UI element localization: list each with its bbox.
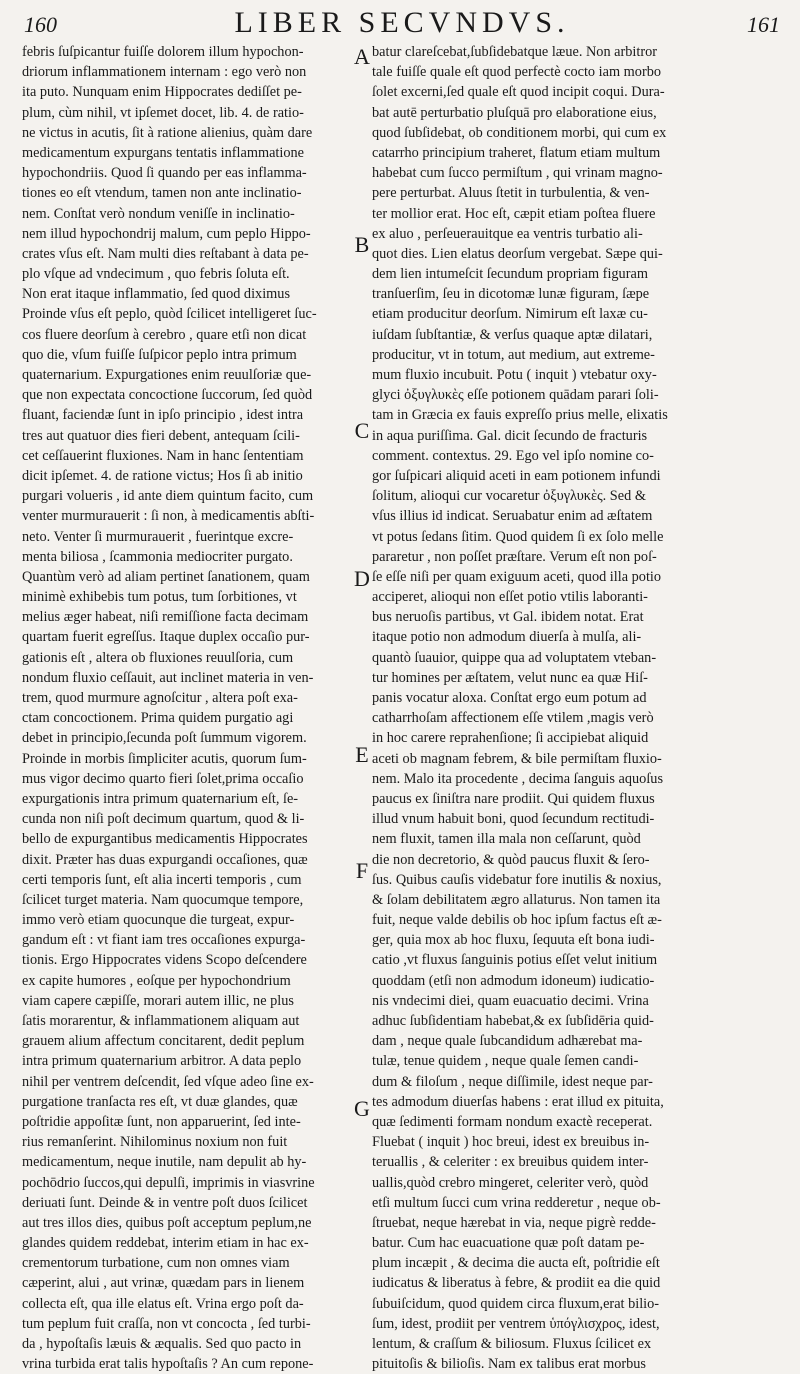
- text-line: ex capite humores , eoſque per hypochondrium: [22, 972, 291, 989]
- text-line: catio ,vt fluxus ſanguinis potius eſſet velut initium: [372, 952, 658, 969]
- text-line: acciperet, alioqui non eſſet potio vtilis laboranti-: [372, 589, 648, 606]
- text-line: bus neruoſis partibus, vt Gal. ibidem notat. Erat: [372, 609, 644, 626]
- text-line: Proinde in morbis ſimpliciter acutis, quorum ſum-: [22, 750, 307, 767]
- text-line: deriuati ſunt. Deinde & in ventre poſt duos ſcilicet: [22, 1194, 308, 1211]
- text-line: ſus. Quibus cauſis videbatur fore inutilis & noxius,: [372, 871, 662, 888]
- text-line: tur homines per æſtatem, velut nunc ea quæ Hiſ-: [372, 669, 648, 686]
- text-line: illud vnum habuit boni, quod ſecundum rectitudi-: [372, 811, 655, 828]
- text-line: uallis,quòd crebro mingeret, celeriter verò, quòd: [372, 1174, 649, 1191]
- text-line: febris ſuſpicantur fuiſſe dolorem illum hypochon-: [22, 44, 304, 60]
- text-line: cunda non niſi poſt decimum quartum, quod & li-: [22, 811, 305, 828]
- left-page-number: 160: [24, 12, 57, 37]
- text-line: ex aluo , perſeuerauitque ea ventris turbatio ali-: [372, 225, 643, 242]
- margin-letter-g: G: [354, 1096, 370, 1121]
- right-text-column: [372, 42, 704, 1374]
- text-line: dem lien intumeſcit ſecundum propriam figuram: [372, 266, 648, 283]
- text-line: cos fluere deorſum à cerebro , quare etſi non dicat: [22, 326, 307, 343]
- text-line: nem illud hypochondrij malum, cum peplo Hippo-: [22, 225, 311, 242]
- text-line: ctam concoctionem. Prima quidem purgatio agi: [22, 710, 294, 727]
- text-line: comment. contextus. 29. Ego vel ipſo nomine co-: [372, 447, 654, 464]
- margin-letter-a: A: [354, 44, 370, 69]
- text-line: pere perturbat. Aluus ſtetit in turbulentia, & ven-: [372, 185, 650, 202]
- text-line: Quantùm verò ad aliam pertinet ſanationem, quam: [22, 568, 310, 585]
- text-line: tes admodum diuerſas habens : erat illud ex pituita,: [372, 1093, 664, 1110]
- text-line: minimè exhibebis tum potus, tum ſorbitiones, vt: [22, 589, 297, 606]
- text-line: die non decretorio, & quòd paucus fluxit & ſero-: [372, 851, 650, 868]
- text-line: ne victus in acutis, ſit à ratione alienius, quàm dare: [22, 124, 313, 141]
- text-line: expurgationis intra primum quaternarium eſt, ſe-: [22, 790, 299, 807]
- text-line: pararetur , non poſſet præſtare. Verum eſt non poſ-: [372, 548, 657, 565]
- text-line: glyci ὀξυγλυκὲς eſſe potionem quādam parari ſoli-: [372, 387, 659, 404]
- text-line: ſolet excerni,ſed quale eſt quod incipit coqui. Dura-: [372, 84, 665, 101]
- text-line: tulæ, tenue quidem , neque quale ſemen candi-: [372, 1053, 639, 1070]
- text-line: quoddam (etſi non admodum idoneum) iudicatio-: [372, 972, 655, 989]
- text-line: dam , neque quale ſubcandidum adhærebat ma-: [372, 1033, 643, 1050]
- text-line: dixit. Præter has duas expurgandi occaſiones, quæ: [22, 851, 308, 868]
- text-line: vt potus ſedans ſitim. Quod quidem ſi ex ſolo melle: [372, 528, 664, 545]
- text-line: quæ ſedimenti formam nondum exactè receperat.: [372, 1113, 653, 1130]
- text-line: & ſolam debilitatem ægro allaturus. Non tamen ita: [372, 891, 661, 908]
- text-line: teruallis , & celeriter : ex breuibus quidem inter-: [372, 1154, 649, 1171]
- text-line: bat autē perturbatio pluſquā pro elaboratione eius,: [372, 104, 657, 121]
- text-line: dicit ipſemet. 4. de ratione victus; Hos ſi ab initio: [22, 467, 303, 484]
- text-line: quo die, vſum fuiſſe ſuſpicor peplo intra primum: [22, 346, 297, 363]
- text-line: pochōdrio ſuccos,qui depulſi, imprimis in viasvrine: [22, 1174, 315, 1191]
- text-line: quartam fuerit egreſſus. Itaque duplex occaſio pur-: [22, 629, 310, 646]
- text-line: glandes quidem reddebat, interim etiam in hac ex-: [22, 1235, 309, 1252]
- text-line: iudicatus & liberatus à febre, & prodiit ea die quid: [372, 1275, 661, 1292]
- text-line: que non expectata concoctione ſuccorum, ſed quòd: [22, 387, 313, 404]
- text-line: gandum eſt : vt fiant iam tres occaſiones expurga-: [22, 932, 306, 949]
- text-line: panis vocatur aloxa. Conſtat ergo eum potum ad: [372, 690, 647, 706]
- text-line: tranſuerſim, ſeu in dicotomæ lunæ figuram, ſæpe: [372, 286, 650, 303]
- text-line: grauem alium affectum concitarent, dedit peplum: [22, 1033, 305, 1050]
- text-line: fuit, neque valde debilis ob hoc ipſum factus eſt æ-: [372, 912, 662, 929]
- text-line: ger, quia mox ab hoc fluxu, ſequuta eſt bona iudi-: [372, 932, 655, 949]
- text-line: Non erat itaque inflammatio, ſed quod diximus: [22, 286, 291, 303]
- text-line: fluant, faciendæ ſunt in ipſo principio , idest intra: [22, 407, 304, 424]
- text-line: intra primum quaternarium arbitror. A data peplo: [22, 1053, 302, 1070]
- margin-letter-c: C: [354, 418, 370, 443]
- text-line: vrina turbida erat talis hypoſtaſis ? An cum repone-: [22, 1356, 314, 1373]
- text-line: plum incæpit , & decima die aucta eſt, poſtridie eſt: [372, 1255, 660, 1272]
- left-text-column: [22, 42, 354, 1374]
- text-line: driorum inflammationem internam : ego verò non: [22, 64, 307, 81]
- text-line: certi temporis ſunt, eſt alia incerti temporis , cum: [22, 871, 302, 888]
- text-line: nem. Malo ita procedente , decima ſanguis aquoſus: [372, 770, 664, 787]
- text-line: mum fluxio incubuit. Potu ( inquit ) vtebatur oxy-: [372, 367, 657, 383]
- text-line: dum & filoſum , neque diſſimile, idest neque par-: [372, 1073, 653, 1090]
- text-line: quaternarium. Expurgationes enim reuulſoriæ que-: [22, 367, 312, 383]
- text-line: pituitoſis & bilioſis. Nam ex talibus erat morbus: [372, 1356, 647, 1373]
- text-line: quod ſubſidebat, ob conditionem morbi, qui cum ex: [372, 124, 667, 141]
- text-line: in hoc carere reprahenſione; ſi accipiebat aliquid: [372, 730, 649, 747]
- text-line: poſtridie appoſitæ ſunt, non apparuerint, ſed inte-: [22, 1113, 301, 1130]
- text-line: nem. Conſtat verò nondum veniſſe in inclinatio-: [22, 205, 295, 222]
- text-line: batur. Cum hac euacuatione quæ poſt datam pe-: [372, 1235, 645, 1252]
- text-line: ita puto. Nunquam enim Hippocrates dediſſet pe-: [22, 84, 302, 101]
- text-line: iuſdam ſubſtantiæ, & verſus quaque aptæ dilatari,: [372, 326, 653, 343]
- text-line: tale fuiſſe quale eſt quod perfectè cocto iam morbo: [372, 64, 661, 81]
- text-line: medicamentum, neque inutile, nam depulit ab hy-: [22, 1154, 307, 1171]
- running-title: LIBER SECVNDVS.: [234, 6, 570, 39]
- text-line: vſus illius id indicat. Seruabatur enim ad æſtatem: [372, 508, 653, 525]
- text-line: quantò ſuauior, quippe qua ad voluptatem vteban-: [372, 649, 657, 666]
- text-line: ſubuiſcidum, quod quidem circa fluxum,erat bilio-: [372, 1295, 660, 1312]
- text-line: Fluebat ( inquit ) hoc breui, idest ex breuibus in-: [372, 1134, 650, 1151]
- text-line: Proinde vſus eſt peplo, quòd ſcilicet intelligeret ſuc-: [22, 306, 317, 323]
- text-line: crementorum turbatione, cum non omnes viam: [22, 1255, 290, 1272]
- text-line: tum peplum fuit craſſa, non vt concocta , ſed turbi-: [22, 1315, 311, 1332]
- text-line: ſe eſſe niſi per quam exiguum aceti, quod illa potio: [372, 568, 662, 585]
- text-line: tam in Græcia ex fauis expreſſo prius melle, elixatis: [372, 407, 668, 424]
- text-line: purgatione tranſacta res eſt, vt duæ glandes, quæ: [22, 1093, 298, 1110]
- text-line: trem, quod murmure agnoſcitur , altera poſt exa-: [22, 690, 298, 706]
- text-line: ter mollior erat. Hoc eſt, cæpit etiam poſtea fluere: [372, 205, 656, 222]
- text-line: etſi multum ſucci cum vrina redderetur , neque ob-: [372, 1194, 661, 1211]
- text-line: nis vndecimi diei, quam euacuatio decimi. Vrina: [372, 992, 649, 1009]
- text-line: menta biliosa , ſcammonia mediocriter purgato.: [22, 548, 293, 565]
- text-line: purgari volueris , id ante diem quintum facito, cum: [22, 488, 314, 505]
- text-line: neto. Venter ſi murmurauerit , fuerintque excre-: [22, 528, 294, 545]
- text-line: melius æger habeat, niſi remiſſione facta decimam: [22, 609, 309, 626]
- text-line: aut tres illos dies, quibus poſt acceptum peplum,ne: [22, 1214, 312, 1231]
- text-line: plo vſque ad vndecimum , quo febris ſoluta eſt.: [22, 266, 290, 283]
- text-line: immo verò etiam quocunque die turgeat, expur-: [22, 912, 295, 929]
- text-line: ſum, idest, prodiit per ventrem ὑπόγλισχρος, idest,: [372, 1315, 660, 1332]
- text-line: da , hypoſtaſis læuis & æqualis. Sed quo pacto in: [22, 1336, 302, 1352]
- text-line: nem fluxit, tamen illa mala non ceſſarunt, quòd: [372, 831, 641, 848]
- text-line: lentum, & craſſum & biliosum. Fluxus ſcilicet ex: [372, 1336, 652, 1352]
- text-line: rius remanſerint. Nihilominus noxium non fuit: [22, 1134, 288, 1151]
- text-line: aceti ob magnam febrem, & bile permiſtam fluxio-: [372, 750, 662, 767]
- margin-letter-f: F: [355, 858, 369, 883]
- text-line: batur clareſcebat,ſubſidebatque læue. Non arbitror: [372, 44, 658, 60]
- text-line: catharrhoſam affectionem eſſe vtilem ,magis verò: [372, 710, 654, 727]
- right-page-number: 161: [747, 12, 780, 37]
- text-line: mus vigor decimo quarto fieri ſolet,prima occaſio: [22, 770, 304, 787]
- text-line: tiones eo eſt vtendum, tamen non ante inclinatio-: [22, 185, 302, 202]
- text-line: ſolitum, alioqui cur vocaretur ὀξυγλυκὲς. Sed &: [372, 488, 646, 505]
- text-line: plum, cùm nihil, vt ipſemet docet, lib. 4. de ratio-: [22, 104, 304, 121]
- text-line: habebat cum ſucco permiſtum , qui vrinam magno-: [372, 165, 663, 182]
- text-line: paucus ex ſiniſtra nare prodiit. Qui quidem fluxus: [372, 790, 655, 807]
- text-line: ſatis morarentur, & inflammationem aliquam aut: [22, 1013, 300, 1029]
- text-line: venter murmurauerit : ſi non, à medicamentis abſti-: [22, 508, 315, 525]
- text-line: gor ſuſpicari aliquid aceti in eam potionem infundi: [372, 467, 661, 484]
- text-line: collecta eſt, qua ille elatus eſt. Vrina ergo poſt da-: [22, 1295, 304, 1312]
- text-line: etiam producitur deorſum. Nimirum eſt laxæ cu-: [372, 306, 648, 323]
- text-line: itaque potio non admodum diuerſa à mulſa, ali-: [372, 629, 642, 646]
- text-line: quot dies. Lien elatus deorſum vergebat. Sæpe qui-: [372, 245, 663, 262]
- text-line: in aqua puriſſima. Gal. dicit ſecundo de fracturis: [372, 427, 648, 444]
- text-line: catarrho principium traheret, flatum etiam multum: [372, 144, 661, 161]
- text-line: producitur, vt in totum, aut medium, aut extreme-: [372, 346, 655, 363]
- margin-letter-d: D: [354, 566, 370, 591]
- text-line: nondum fluxio ceſſauit, aut inclinet materia in ven-: [22, 669, 314, 686]
- margin-letter-e: E: [355, 742, 369, 767]
- text-line: hypochondriis. Quod ſi quando per eas inflamma-: [22, 165, 307, 182]
- text-line: medicamentum expurgans tentatis inflammatione: [22, 144, 305, 161]
- text-line: debet in principio,ſecunda poſt ſummum vigorem.: [22, 730, 307, 747]
- text-line: ſtruebat, neque hærebat in via, neque pigrè redde-: [372, 1214, 656, 1231]
- text-line: crates vſus eſt. Nam multi dies reſtabant à data pe-: [22, 245, 309, 262]
- text-line: viam capere cæpiſſe, morari autem illic, ne plus: [22, 992, 294, 1009]
- text-line: ſcilicet turget materia. Nam quocumque tempore,: [22, 891, 304, 908]
- text-line: tionis. Ergo Hippocrates videns Scopo deſcendere: [22, 952, 307, 969]
- running-header: [24, 6, 780, 40]
- text-line: gationis eſt , altera ob fluxiones reuulſoria, cum: [22, 649, 294, 666]
- text-line: adhuc ſubſidentiam habebat,& ex ſubſidēria quid-: [372, 1013, 654, 1029]
- text-line: tres aut quatuor dies fieri debent, antequam ſcili-: [22, 427, 300, 444]
- text-line: nihil per ventrem deſcendit, ſed vſque adeo ſine ex-: [22, 1073, 314, 1090]
- text-line: bello de expurgantibus medicamentis Hippocrates: [22, 831, 308, 848]
- text-line: cet ceſſauerint fluxiones. Nam in hanc ſententiam: [22, 447, 304, 464]
- text-line: cæperint, alui , aut vrinæ, quædam pars in lienem: [22, 1275, 305, 1292]
- margin-letter-b: B: [354, 232, 370, 257]
